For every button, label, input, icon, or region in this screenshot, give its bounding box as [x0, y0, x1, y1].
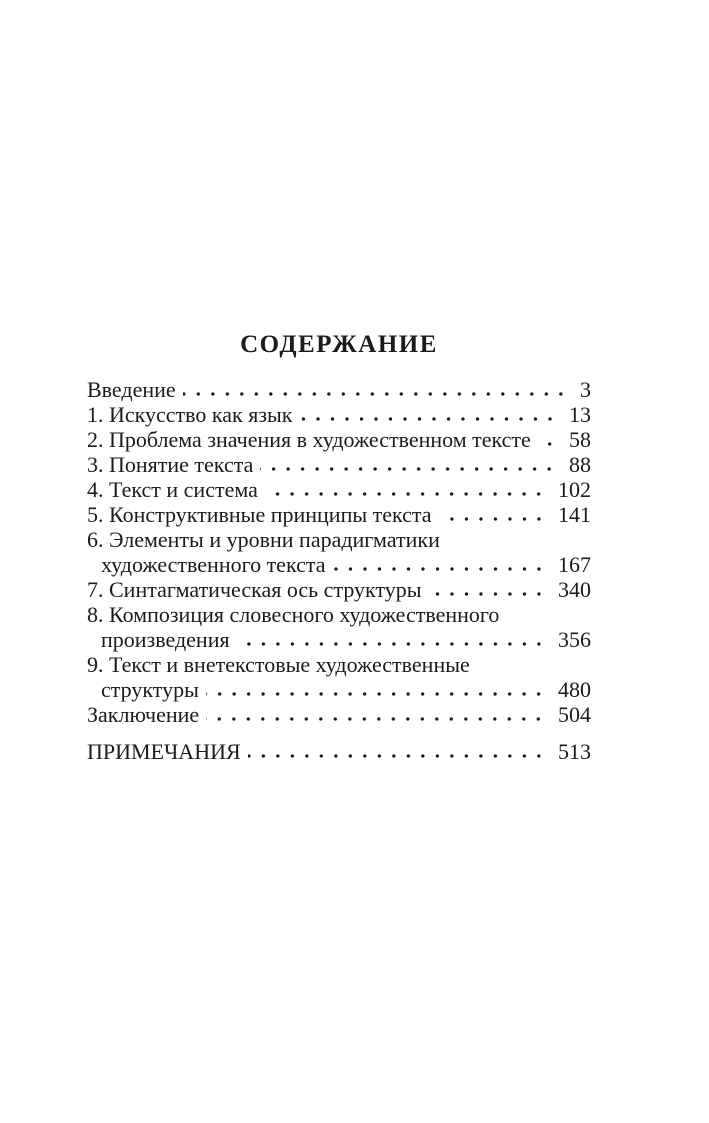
- toc-entry: [87, 427, 591, 452]
- toc-entry-text: Введение: [87, 377, 176, 402]
- toc-entry: [87, 452, 591, 477]
- table-of-contents: [87, 329, 591, 764]
- toc-page-number: 513: [558, 739, 591, 764]
- toc-page-number: 102: [558, 477, 591, 502]
- dot-leader: [237, 642, 551, 646]
- toc-page-number: 480: [558, 677, 591, 702]
- toc-entry-continuation: [87, 627, 591, 652]
- toc-page-number: 167: [558, 552, 591, 577]
- toc-entry: [87, 402, 591, 427]
- toc-entry: [87, 502, 591, 527]
- toc-page-number: 88: [569, 452, 591, 477]
- dot-leader: [265, 492, 551, 496]
- dot-leader: [248, 754, 551, 758]
- toc-entry-text: 7. Синтагматическая ось структуры: [87, 577, 422, 602]
- dot-leader: [333, 567, 551, 571]
- toc-entry-text: произведения: [101, 627, 230, 652]
- toc-entry-text: 3. Понятие текста: [87, 452, 254, 477]
- toc-entry: [87, 652, 591, 677]
- dot-leader: [206, 717, 551, 721]
- toc-entry: [87, 577, 591, 602]
- toc-entry-text: 1. Искусство как язык: [87, 402, 293, 427]
- dot-leader: [429, 592, 551, 596]
- dot-leader: [260, 467, 562, 471]
- toc-title: СОДЕРЖАНИЕ: [240, 331, 438, 358]
- toc-entry-text: 4. Текст и система: [87, 477, 258, 502]
- toc-page-number: 3: [580, 377, 591, 402]
- dot-leader: [300, 417, 563, 421]
- toc-entry-text: художественного текста: [101, 552, 326, 577]
- toc-entry-text: 6. Элементы и уровни парадигматики: [87, 527, 440, 552]
- toc-entry-text: 8. Композиция словесного художественного: [87, 602, 500, 627]
- toc-page-number: 356: [558, 627, 591, 652]
- dot-leader: [439, 517, 551, 521]
- toc-page-number: 340: [558, 577, 591, 602]
- toc-entry-text: Заключение: [87, 702, 200, 727]
- dot-leader: [206, 692, 551, 696]
- toc-entry: [87, 527, 591, 552]
- toc-entry-text: ПРИМЕЧАНИЯ: [87, 739, 241, 764]
- toc-entry: [87, 377, 591, 402]
- toc-page-number: 58: [569, 427, 591, 452]
- toc-page-number: 13: [569, 402, 591, 427]
- toc-page-number: 141: [558, 502, 591, 527]
- dot-leader: [538, 442, 562, 446]
- toc-entry: [87, 477, 591, 502]
- toc-entry: [87, 602, 591, 627]
- toc-list: [87, 377, 591, 764]
- toc-entry-text: 2. Проблема значения в художественном тексте: [87, 427, 531, 452]
- dot-leader: [183, 392, 573, 396]
- toc-entry-text: структуры: [101, 677, 199, 702]
- toc-entry-text: 9. Текст и внетекстовые художественные: [87, 652, 470, 677]
- toc-entry-continuation: [87, 677, 591, 702]
- toc-entry-continuation: [87, 552, 591, 577]
- toc-page-number: 504: [558, 702, 591, 727]
- toc-entry-text: 5. Конструктивные принципы текста: [87, 502, 432, 527]
- toc-entry-notes: [87, 739, 591, 764]
- toc-entry: [87, 702, 591, 727]
